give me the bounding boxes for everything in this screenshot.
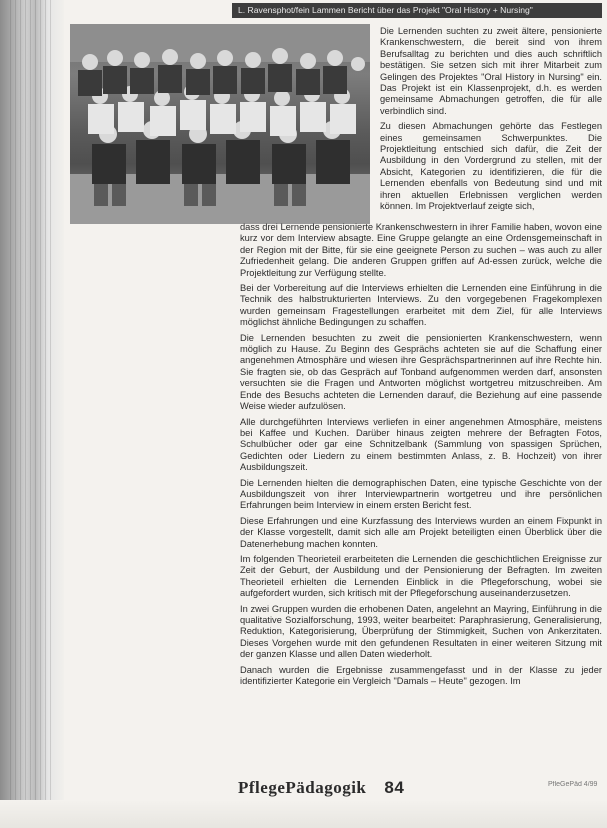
paragraph: Alle durchgeführten Interviews verliefen in einer angenehmen Atmosphäre, meistens bei Kaffee und Kuchen. Darüber hinaus zeigten mehrere der Befragten Fotos, Schulbücher oder gar eine Schnitzelbank (Sammlung von spassigen Sprüchen, Gedichten oder Liedern zu einem bestimmten Anlass, z. B. Hochzeit) von ihrer Ausbildungszeit. (240, 416, 602, 473)
group-photo-icon (70, 24, 370, 224)
page-number: 84 (384, 778, 405, 797)
paragraph: Diese Erfahrungen und eine Kurzfassung des Interviews wurden an einem Fixpunkt in der Klasse vorgestellt, damit sich alle am Projekt beteiligten einen Überblick über die Datenerhebung machen konnten. (240, 515, 602, 549)
book-spine-shadow (0, 0, 64, 828)
text-column-top (380, 26, 602, 217)
paragraph: dass drei Lernende pensionierte Krankenschwestern in ihrer Familie haben, wovon eine kurz vor dem Interview absagte. Eine Gruppe gelangte an eine Ordensgemeinschaft in der Region mit der Bitte, für sie eine geeignete Person zu suchen – was auch zu aller Zufriedenheit gelang. Die anderen Gruppen griffen auf Ad-essen zurück, welche die Projektleitung zur Verfügung stellte. (240, 222, 602, 278)
paragraph: Die Lernenden hielten die demographischen Daten, eine typische Geschichte von der Ausbildungszeit von ihrer Interviewpartnerin wortgetreu und ihre persönlichen Erfahrungen beim Interview in einem ersten Bericht fest. (240, 477, 602, 511)
paragraph: Im folgenden Theorieteil erarbeiteten die Lernenden die geschichtlichen Ereignisse zur Zeit der Geburt, der Ausbildung und der Pensionierung der Befragten. Im zweiten Theorieteil erhielten die Lernenden Einblick in die Pflegeforschung, wobei sie aufgefordert wurden, sich kritisch mit der Pflegeforschung auseinanderzusetzen. (240, 553, 602, 599)
text-column-main (240, 222, 602, 691)
journal-title: PflegePädagogik (238, 778, 367, 797)
paragraph: In zwei Gruppen wurden die erhobenen Daten, angelehnt an Mayring, Einführung in die qualitative Sozialforschung, 1993, weiter bearbeitet: Paraphrasierung, Generalisierung, Reduktion, Kategorisierung, Überprüfung der Stimmigkeit, Suchen von Ankerzitaten. Dieses Vorgehen wurde mit den gefundenen Resultaten in einer weiteren Sitzung mit der ganzen Klasse und allen Daten wiederholt. (240, 603, 602, 660)
running-header: L. Ravensphot/fein Lammen Bericht über das Projekt "Oral History + Nursing" (232, 3, 602, 18)
group-photo (70, 24, 370, 224)
paragraph: Die Lernenden besuchten zu zweit die pensionierten Krankenschwestern, wenn möglich zu Hause. Zu Beginn des Gesprächs achteten sie auf die Schaffung einer angenehmen Atmosphäre und wiesen ihre Gesprächspartnerinnen auf ihre Rechte hin. Sie fragten sie, ob das Gespräch auf Tonband aufgenommen werden darf, ansonsten versuchten sie die Fragen und Antworten möglichst wortgetreu mitzuschreiben. Am Ende des Besuchs achteten die Lernenden darauf, die Beziehung auf eine passende Weise wieder aufzulösen. (240, 332, 602, 412)
paragraph: Zu diesen Abmachungen gehörte das Festlegen eines gemeinsamen Schwerpunktes. Die Projektleitung entschied sich dafür, die Zeit der Ausbildung in den Vordergrund zu stellen, mit der Absicht, Kategorien zu identifizieren, die für die Lernenden ebenfalls von Bedeutung sind und mit ihren aktuellen Erlebnissen verglichen werden können. Im Projektverlauf zeigte sich, (380, 121, 602, 212)
paragraph: Die Lernenden suchten zu zweit ältere, pensionierte Krankenschwestern, die bereit sind von ihrem Berufsalltag zu berichten und dies auch schriftlich bestätigen. Sie setzen sich mit ihrer Mitarbeit zum Gelingen des Projektes "Oral History in Nursing" ein. Das Projekt ist ein Klassenprojekt, d.h. es werden gemeinsame Abmachungen getroffen, die für alle verbindlich sind. (380, 26, 602, 116)
paragraph: Bei der Vorbereitung auf die Interviews erhielten die Lernenden eine Einführung in die Technik des halbstrukturierten Interviews. Zu den vorgegebenen Fragekomplexen wurden gemeinsam Fragestellungen erarbeitet mit dem Ziel, für alle Interviews möglichst ähnliche Bedingungen zu schaffen. (240, 283, 602, 328)
page-edges (10, 0, 54, 828)
issue-label: PfleGePäd 4/99 (548, 781, 598, 788)
paragraph: Danach wurden die Ergebnisse zusammengefasst und in der Klasse zu jeder identifizierter Kategorie ein Vergleich "Damals – Heute" gezogen. Im (240, 664, 602, 687)
page-bottom-margin (0, 800, 607, 828)
journal-footer (238, 778, 404, 798)
